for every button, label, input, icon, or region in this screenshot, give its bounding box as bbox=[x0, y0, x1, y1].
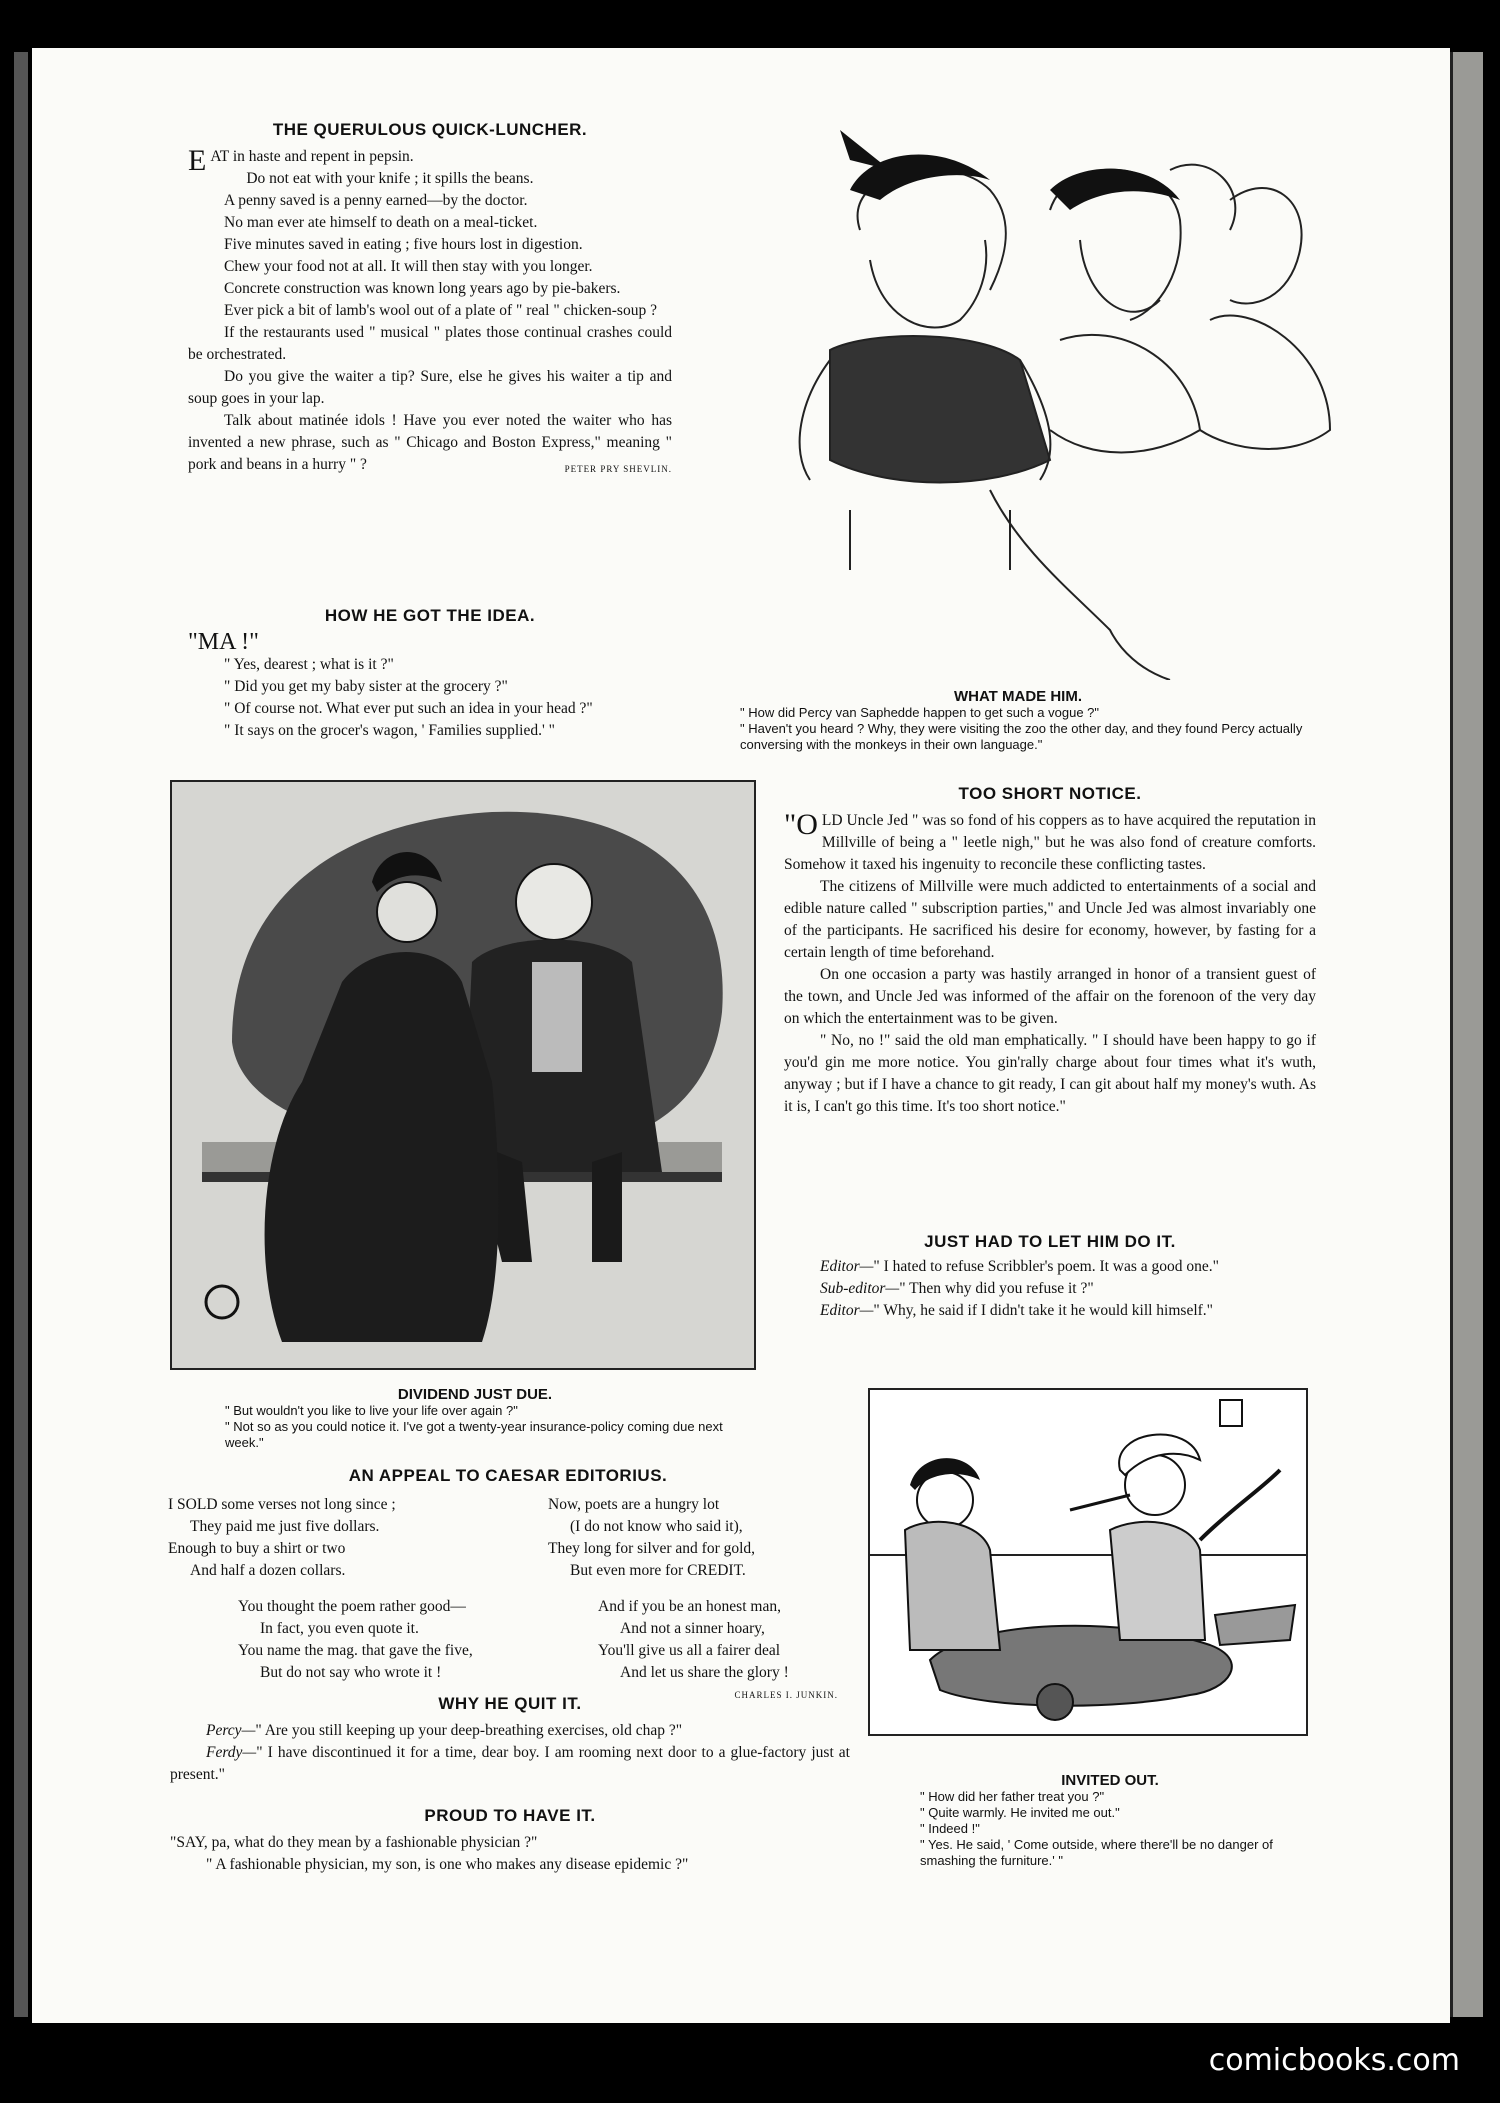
paragraph: On one occasion a party was hastily arranged in honor of a transient guest of the town, and Uncle Jed was informed of the affair on the forenoon of the very day on which the entertainment was to be given. bbox=[784, 966, 1316, 1027]
idea-article bbox=[188, 606, 672, 742]
invited-illustration bbox=[868, 1388, 1308, 1736]
caption-line: " Not so as you could notice it. I've got a twenty-year insurance-policy coming due next week." bbox=[225, 1419, 723, 1450]
paragraph: If the restaurants used " musical " plates those continual crashes could be orchestrated. bbox=[188, 324, 672, 363]
ladies-illustration bbox=[690, 130, 1340, 680]
paragraph: " No, no !" said the old man emphatically. " I should have been happy to go if you'd gin me more notice. You gin'rally charge about four times what it's wuth, anyway ; but if I have a chance to git ready, I can git about half my money's wuth. As it is, I can't go this time. It's too short notice." bbox=[784, 1032, 1316, 1115]
paragraph: Five minutes saved in eating ; five hours lost in digestion. bbox=[224, 236, 583, 253]
let-him-article bbox=[784, 1232, 1316, 1322]
author: CHARLES I. JUNKIN. bbox=[734, 1690, 838, 1700]
caesar-poem bbox=[168, 1466, 848, 1706]
paragraph: " It says on the grocer's wagon, ' Families supplied.' " bbox=[224, 722, 555, 739]
invited-caption bbox=[920, 1772, 1300, 1869]
caption-title: WHAT MADE HIM. bbox=[953, 688, 1083, 705]
paragraph: " Did you get my baby sister at the grocery ?" bbox=[224, 678, 508, 695]
paragraph: Do you give the waiter a tip? Sure, else he gives his waiter a tip and soup goes in your lap. bbox=[188, 368, 672, 407]
stanza: Now, poets are a hungry lot (I do not know who said it), They long for silver and for gold, But even more for CREDIT. bbox=[548, 1496, 756, 1579]
page-edge bbox=[1450, 52, 1483, 2017]
paragraph: The citizens of Millville were much addicted to entertainments of a social and edible nature called " subscription parties," and Uncle Jed was almost invariably one of the participants. He sacrificed his desire for economy, however, by fasting for a certain length of time beforehand. bbox=[784, 878, 1316, 961]
dividend-caption bbox=[195, 1386, 755, 1451]
caption-line: " Indeed !" bbox=[920, 1821, 980, 1836]
binding-shadow bbox=[14, 52, 28, 2017]
article-title: PROUD TO HAVE IT. bbox=[424, 1806, 596, 1825]
caption-title: DIVIDEND JUST DUE. bbox=[397, 1386, 553, 1403]
caption-line: " Quite warmly. He invited me out." bbox=[920, 1805, 1120, 1820]
dividend-illustration bbox=[170, 780, 756, 1370]
paragraph: Do not eat with your knife ; it spills the beans. bbox=[246, 170, 534, 187]
drop-cap: "O bbox=[784, 808, 818, 841]
caption-line: " Yes. He said, ' Come outside, where there'll be no danger of smashing the furniture.' " bbox=[920, 1837, 1273, 1868]
paragraph: " Yes, dearest ; what is it ?" bbox=[224, 656, 394, 673]
dialogue-line: Editor—" Why, he said if I didn't take it he would kill himself." bbox=[820, 1302, 1214, 1319]
paragraph: LD Uncle Jed " was so fond of his coppers as to have acquired the reputation in Millville of being a " leetle nigh," but he was also fond of creature comforts. Somehow it taxed his ingenuity to reconcile these conflicting tastes. bbox=[784, 812, 1316, 873]
article-title: THE QUERULOUS QUICK-LUNCHER. bbox=[272, 120, 588, 139]
article-title: HOW HE GOT THE IDEA. bbox=[324, 606, 536, 625]
first-line: AT in haste and repent in pepsin. bbox=[210, 148, 414, 165]
dialogue-line: Editor—" I hated to refuse Scribbler's poem. It was a good one." bbox=[820, 1258, 1219, 1275]
caption-line: " How did her father treat you ?" bbox=[920, 1789, 1105, 1804]
short-notice-article bbox=[784, 784, 1316, 1118]
caption-line: " Haven't you heard ? Why, they were visiting the zoo the other day, and they found Percy actually conversing with the monkeys in their own language." bbox=[740, 721, 1303, 752]
article-title: WHY HE QUIT IT. bbox=[438, 1694, 582, 1713]
querulous-article bbox=[188, 120, 672, 480]
dialogue-line: Percy—" Are you still keeping up your deep-breathing exercises, old chap ?" bbox=[206, 1722, 683, 1739]
dialogue-line: " A fashionable physician, my son, is one who makes any disease epidemic ?" bbox=[206, 1856, 689, 1873]
paragraph: A penny saved is a penny earned—by the doctor. bbox=[224, 192, 528, 209]
quit-article bbox=[170, 1694, 850, 1786]
paragraph: " Of course not. What ever put such an idea in your head ?" bbox=[224, 700, 593, 717]
caption-line: " But wouldn't you like to live your life over again ?" bbox=[225, 1403, 518, 1418]
author: PETER PRY SHEVLIN. bbox=[564, 464, 672, 474]
dialogue-line: "SAY, pa, what do they mean by a fashionable physician ?" bbox=[170, 1834, 538, 1851]
article-title: TOO SHORT NOTICE. bbox=[958, 784, 1142, 803]
watermark-text[interactable]: comicbooks.com bbox=[1208, 2043, 1460, 2078]
drop-cap: E bbox=[188, 144, 207, 177]
paragraph: Talk about matinée idols ! Have you ever noted the waiter who has invented a new phrase, such as " Chicago and Boston Express," meaning " pork and beans in a hurry " ? PETER PRY SHEVLIN. bbox=[188, 410, 672, 476]
paragraph: Concrete construction was known long years ago by pie-bakers. bbox=[224, 280, 621, 297]
made-him-caption bbox=[700, 688, 1336, 753]
paragraph: No man ever ate himself to death on a meal-ticket. bbox=[224, 214, 538, 231]
paragraph: Chew your food not at all. It will then stay with you longer. bbox=[224, 258, 593, 275]
article-title: JUST HAD TO LET HIM DO IT. bbox=[924, 1232, 1176, 1251]
dialogue-line: Ferdy—" I have discontinued it for a time, dear boy. I am rooming next door to a glue-factory just at present." bbox=[170, 1744, 850, 1783]
paragraph: Ever pick a bit of lamb's wool out of a plate of " real " chicken-soup ? bbox=[224, 302, 657, 319]
proud-article bbox=[170, 1806, 850, 1876]
caption-title: INVITED OUT. bbox=[1061, 1772, 1159, 1789]
caption-line: " How did Percy van Saphedde happen to get such a vogue ?" bbox=[740, 705, 1100, 720]
dialogue-line: Sub-editor—" Then why did you refuse it ?" bbox=[820, 1280, 1094, 1297]
stanza: And if you be an honest man, And not a sinner hoary, You'll give us all a fairer deal And let us share the glory ! CHARLES I. JUNKIN. bbox=[598, 1596, 848, 1706]
article-title: AN APPEAL TO CAESAR EDITORIUS. bbox=[348, 1466, 668, 1485]
stanza: I SOLD some verses not long since ; They paid me just five dollars. Enough to buy a shirt or two And half a dozen collars. bbox=[168, 1496, 396, 1579]
stanza: You thought the poem rather good— In fact, you even quote it. You name the mag. that gave the five, But do not say who wrote it ! bbox=[238, 1598, 473, 1681]
opening: "MA !" bbox=[188, 629, 259, 655]
